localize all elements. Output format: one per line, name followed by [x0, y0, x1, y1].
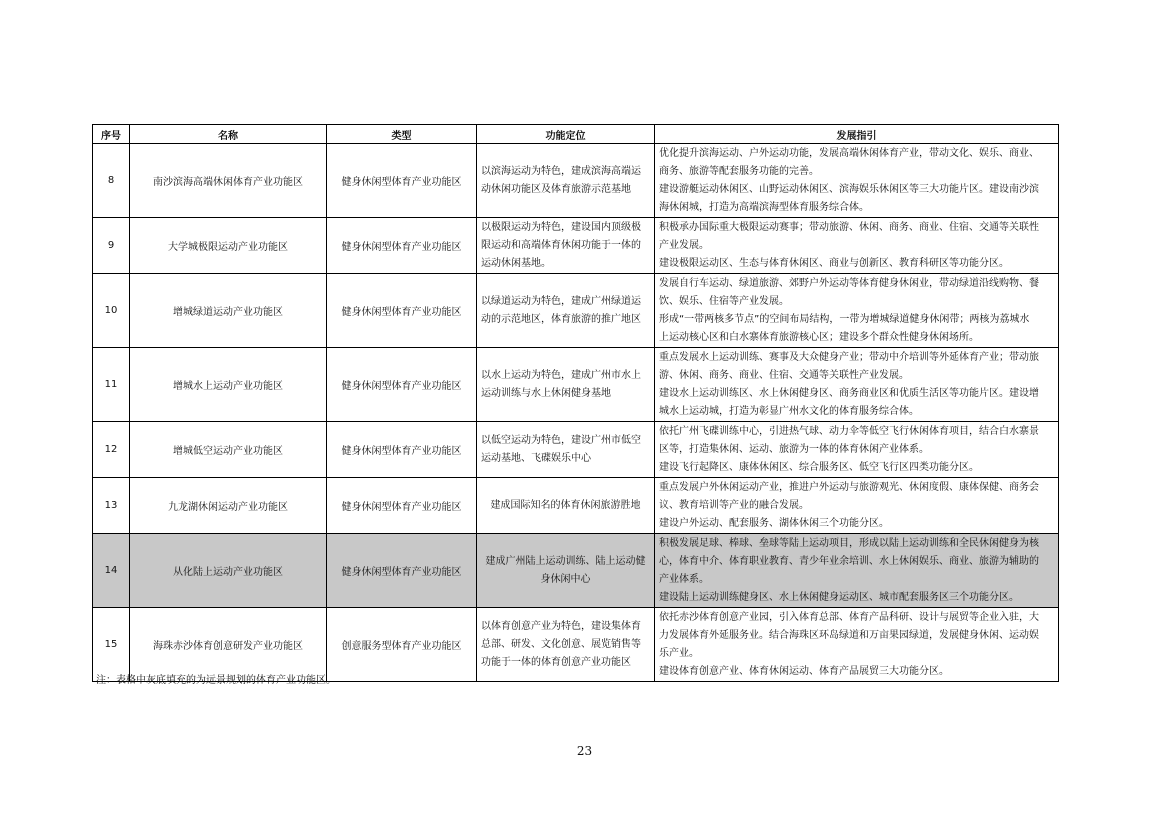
row-guide: [655, 534, 1059, 608]
guide-line: 游、休闲、商务、商业、住宿、交通等关联性产业发展。: [659, 370, 909, 381]
guide-line: 乐产业。: [659, 648, 699, 659]
guide-line: 形成“一带两核多节点”的空间布局结构，一带为增城绿道健身休闲带；两核为荔城水: [659, 314, 1030, 325]
row-name: 南沙滨海高端休闲体育产业功能区: [130, 144, 327, 218]
guide-line: 力发展体育外延服务业。结合海珠区环岛绿道和万亩果园绿道，发展健身休闲、运动娱: [659, 630, 1039, 641]
row-guide: [655, 348, 1059, 422]
guide-line: 饮、娱乐、住宿等产业发展。: [659, 296, 789, 307]
guide-line: 产业体系。: [659, 574, 709, 585]
row-name: 增城水上运动产业功能区: [130, 348, 327, 422]
row-guide: [655, 478, 1059, 534]
row-name: 海珠赤沙体育创意研发产业功能区: [130, 608, 327, 682]
guide-line: 依托赤沙体育创意产业园，引入体育总部、体育产品科研、设计与展贸等企业入驻，大: [659, 612, 1039, 623]
guide-line: 上运动核心区和白水寨体育旅游核心区；建设多个群众性健身休闲场所。: [659, 332, 979, 343]
guide-line: 建设陆上运动训练健身区、水上休闲健身运动区、城市配套服务区三个功能分区。: [659, 592, 1019, 603]
row-function: 以体育创意产业为特色，建设集体育总部、研发、文化创意、展览销售等功能于一体的体育创意产业功能区: [477, 608, 655, 682]
row-name: 九龙湖休闲运动产业功能区: [130, 478, 327, 534]
row-type: 健身休闲型体育产业功能区: [327, 534, 477, 608]
table-row: [93, 422, 1059, 478]
guide-line: 建设水上运动训练区、水上休闲健身区、商务商业区和优质生活区等功能片区。建设增: [659, 388, 1039, 399]
planning-table: [92, 124, 1059, 682]
header-function: 功能定位: [477, 125, 655, 144]
row-index: 12: [93, 422, 130, 478]
row-index: 13: [93, 478, 130, 534]
header-name: 名称: [130, 125, 327, 144]
row-index: 8: [93, 144, 130, 218]
row-index: 14: [93, 534, 130, 608]
guide-line: 建设飞行起降区、康体休闲区、综合服务区、低空飞行区四类功能分区。: [659, 462, 979, 473]
guide-line: 城水上运动城，打造为彰显广州水文化的体育服务综合体。: [659, 406, 919, 417]
table-note: 注：表格中灰底填充的为远景规划的体育产业功能区。: [96, 675, 336, 686]
header-guide: 发展指引: [655, 125, 1059, 144]
guide-line: 积极发展足球、棒球、垒球等陆上运动项目，形成以陆上运动训练和全民休闲健身为核: [659, 538, 1039, 549]
guide-line: 积极承办国际重大极限运动赛事；带动旅游、休闲、商务、商业、住宿、交通等关联性: [659, 222, 1039, 233]
row-type: 健身休闲型体育产业功能区: [327, 274, 477, 348]
table-row: [93, 274, 1059, 348]
row-guide: [655, 218, 1059, 274]
row-index: 15: [93, 608, 130, 682]
guide-line: 依托广州飞碟训练中心，引进热气球、动力伞等低空飞行休闲体育项目，结合白水寨景: [659, 426, 1039, 437]
guide-line: 发展自行车运动、绿道旅游、郊野户外运动等体育健身休闲业，带动绿道沿线购物、餐: [659, 278, 1039, 289]
row-index: 9: [93, 218, 130, 274]
row-function: 以极限运动为特色，建设国内顶级极限运动和高端体育休闲功能于一体的运动休闲基地。: [477, 218, 655, 274]
table-header-row: [93, 125, 1059, 144]
header-type: 类型: [327, 125, 477, 144]
row-index: 11: [93, 348, 130, 422]
guide-line: 重点发展水上运动训练、赛事及大众健身产业；带动中介培训等外延体育产业；带动旅: [659, 352, 1039, 363]
row-guide: [655, 274, 1059, 348]
row-index: 10: [93, 274, 130, 348]
row-function: 以绿道运动为特色，建成广州绿道运动的示范地区，体育旅游的推广地区: [477, 274, 655, 348]
guide-line: 产业发展。: [659, 240, 709, 251]
row-type: 健身休闲型体育产业功能区: [327, 422, 477, 478]
table-row: [93, 218, 1059, 274]
table-row: [93, 348, 1059, 422]
page-number: 23: [576, 744, 593, 758]
table-body: [93, 144, 1059, 682]
guide-line: 建设户外运动、配套服务、湖体休闲三个功能分区。: [659, 518, 889, 529]
table-row: [93, 478, 1059, 534]
guide-line: 建设游艇运动休闲区、山野运动休闲区、滨海娱乐休闲区等三大功能片区。建设南沙滨: [659, 184, 1039, 195]
row-name: 从化陆上运动产业功能区: [130, 534, 327, 608]
row-function: 建成国际知名的体育休闲旅游胜地: [477, 478, 655, 534]
table-row: [93, 534, 1059, 608]
guide-line: 区等，打造集休闲、运动、旅游为一体的体育休闲产业体系。: [659, 444, 929, 455]
row-name: 大学城极限运动产业功能区: [130, 218, 327, 274]
row-type: 创意服务型体育产业功能区: [327, 608, 477, 682]
row-guide: [655, 144, 1059, 218]
row-guide: [655, 608, 1059, 682]
guide-line: 建设极限运动区、生态与体育休闲区、商业与创新区、教育科研区等功能分区。: [659, 258, 1009, 269]
guide-line: 建设体育创意产业、体育休闲运动、体育产品展贸三大功能分区。: [659, 666, 949, 677]
row-type: 健身休闲型体育产业功能区: [327, 478, 477, 534]
row-name: 增城绿道运动产业功能区: [130, 274, 327, 348]
guide-line: 优化提升滨海运动、户外运动功能，发展高端休闲体育产业，带动文化、娱乐、商业、: [659, 148, 1039, 159]
row-function: 建成广州陆上运动训练、陆上运动健身休闲中心: [477, 534, 655, 608]
table-row: [93, 144, 1059, 218]
guide-line: 海休闲城，打造为高端滨海型体育服务综合体。: [659, 202, 869, 213]
row-type: 健身休闲型体育产业功能区: [327, 144, 477, 218]
guide-line: 商务、旅游等配套服务功能的完善。: [659, 166, 819, 177]
row-type: 健身休闲型体育产业功能区: [327, 218, 477, 274]
row-function: 以滨海运动为特色，建成滨海高端运动休闲功能区及体育旅游示范基地: [477, 144, 655, 218]
row-function: 以水上运动为特色，建成广州市水上运动训练与水上休闲健身基地: [477, 348, 655, 422]
row-function: 以低空运动为特色，建设广州市低空运动基地、飞碟娱乐中心: [477, 422, 655, 478]
guide-line: 重点发展户外休闲运动产业，推进户外运动与旅游观光、休闲度假、康体保健、商务会: [659, 482, 1039, 493]
row-name: 增城低空运动产业功能区: [130, 422, 327, 478]
guide-line: 议、教育培训等产业的融合发展。: [659, 500, 809, 511]
row-guide: [655, 422, 1059, 478]
guide-line: 心，体育中介、体育职业教育、青少年业余培训、水上休闲娱乐、商业、旅游为辅助的: [659, 556, 1039, 567]
header-index: 序号: [93, 125, 130, 144]
row-type: 健身休闲型体育产业功能区: [327, 348, 477, 422]
